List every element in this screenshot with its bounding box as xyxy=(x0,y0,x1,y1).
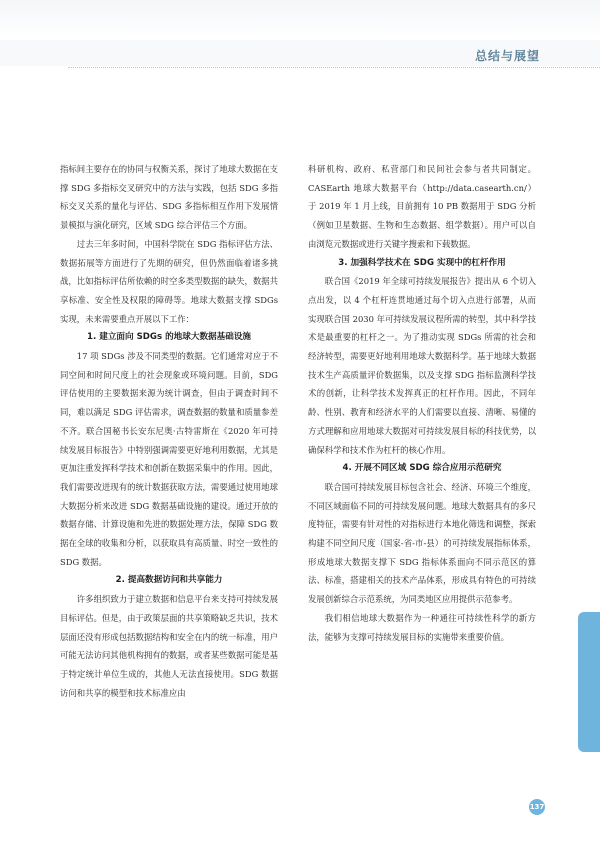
page-number: 137 xyxy=(529,799,545,815)
paragraph: 17 项 SDGs 涉及不同类型的数据。它们通常对应于不同空间和时间尺度上的社会现象或环境问题。目前，SDG 评估使用的主要数据来源为统计调查，但由于调查时间不同，难以满足 SDG 评估需求，调查数据的数量和质量参差不齐。联合国秘书长安东尼奥·古特雷斯在《2020 年可持续发展目标报告》中特别强调需要更好地利用数据，尤其是更加注重发挥科学技术和创新在数据采集中的作用。因此，我们需要改进现有的统计数据获取方法，需要通过使用地球大数据分析来改进 SDG 数据基础设施的建设。通过开放的数据存储、计算设施和先进的数据处理方法，保障 SDG 数据在全球的收集和分析，以获取具有高质量、时空一致性的 SDG 数据。 xyxy=(60,351,279,567)
chapter-tab xyxy=(578,612,600,752)
paragraph: 我们相信地球大数据作为一种通往可持续性科学的新方法，能够为支撑可持续发展目标的实施带来重要价值。 xyxy=(308,612,536,642)
subheading: 2. 提高数据访问和共享能力 xyxy=(115,575,223,586)
paragraph: 联合国可持续发展目标包含社会、经济、环境三个维度，不同区域面临不同的可持续发展问题。地球大数据具有的多尺度特征，需要有针对性的对指标进行本地化筛选和调整，探索构建不同空间尺度（国家-省-市-县）的可持续发展指标体系，形成地球大数据支撑下 SDG 指标体系面向不同示范区的算法、标准，搭建相关的技术产品体系，形成具有特色的可持续发展创新综合示范系统，为同类地区应用提供示范参考。 xyxy=(308,481,536,605)
header-divider xyxy=(68,67,600,68)
subheading: 1. 建立面向 SDGs 的地球大数据基础设施 xyxy=(86,332,252,343)
paragraph: 许多组织致力于建立数据和信息平台来支持可持续发展目标评估。但是，由于政策层面的共享策略缺乏共识，技术层面还没有形成包括数据结构和安全在内的统一标准，用户可能无法访问其他机构拥有的数据，或者某些数据可能是基于特定统计单位生成的，其他人无法直接使用。SDG 数据访问和共享的模型和技术标准应由 xyxy=(60,594,278,698)
subheading: 4. 开展不同区域 SDG 综合应用示范研究 xyxy=(342,463,502,474)
paragraph: 联合国《2019 年全球可持续发展报告》提出从 6 个切入点出发，以 4 个杠杆连贯地通过每个切入点进行部署，从而实现联合国 2030 年可持续发展议程所需的转型，其中科学技术是最重要的杠杆之一。为了推动实现 SDGs 所需的社会和经济转型，需要更好地利用地球大数据科学。基于地球大数据技术生产高质量评价数据集，以及支撑 SDG 指标监测科学技术的创新，让科学技术发挥真正的杠杆作用。因此，不同年龄、性别、教育和经济水平的人们需要以直接、清晰、易懂的方式理解和应用地球大数据对可持续发展目标的科技优势，以确保科学和技术作为杠杆的核心作用。 xyxy=(308,276,536,455)
left-column xyxy=(60,160,278,702)
section-title: 总结与展望 xyxy=(474,49,540,63)
subheading: 3. 加强科学技术在 SDG 实现中的杠杆作用 xyxy=(338,257,506,268)
paragraph: 指标间主要存在的协同与权衡关系，探讨了地球大数据在支撑 SDG 多指标交叉研究中的方法与实践，包括 SDG 多指标交叉关系的量化与评估、SDG 多指标相互作用下发展情景模拟与演化研究，区域 SDG 综合评估三个方面。 xyxy=(60,164,278,231)
header-band xyxy=(0,0,600,38)
right-column xyxy=(308,160,536,646)
paragraph: 过去三年多时间，中国科学院在 SDG 指标评估方法、数据拓展等方面进行了先期的研究，但仍然面临着诸多挑战，比如指标评估所依赖的时空多类型数据的缺失，数据共享标准、安全性及权限的障碍等。地球大数据支撑 SDGs 实现，未来需要重点开展以下工作： xyxy=(60,238,278,324)
paragraph: 科研机构、政府、私营部门和民间社会参与者共同制定。CASEarth 地球大数据平台（http://data.casearth.cn/）于 2019 年 1 月上线，目前拥有 10 PB 数据用于 SDG 分析（例如卫星数据、生物和生态数据、组学数据）。用户可以自由浏览元数据或进行关键字搜索和下载数据。 xyxy=(308,164,536,249)
